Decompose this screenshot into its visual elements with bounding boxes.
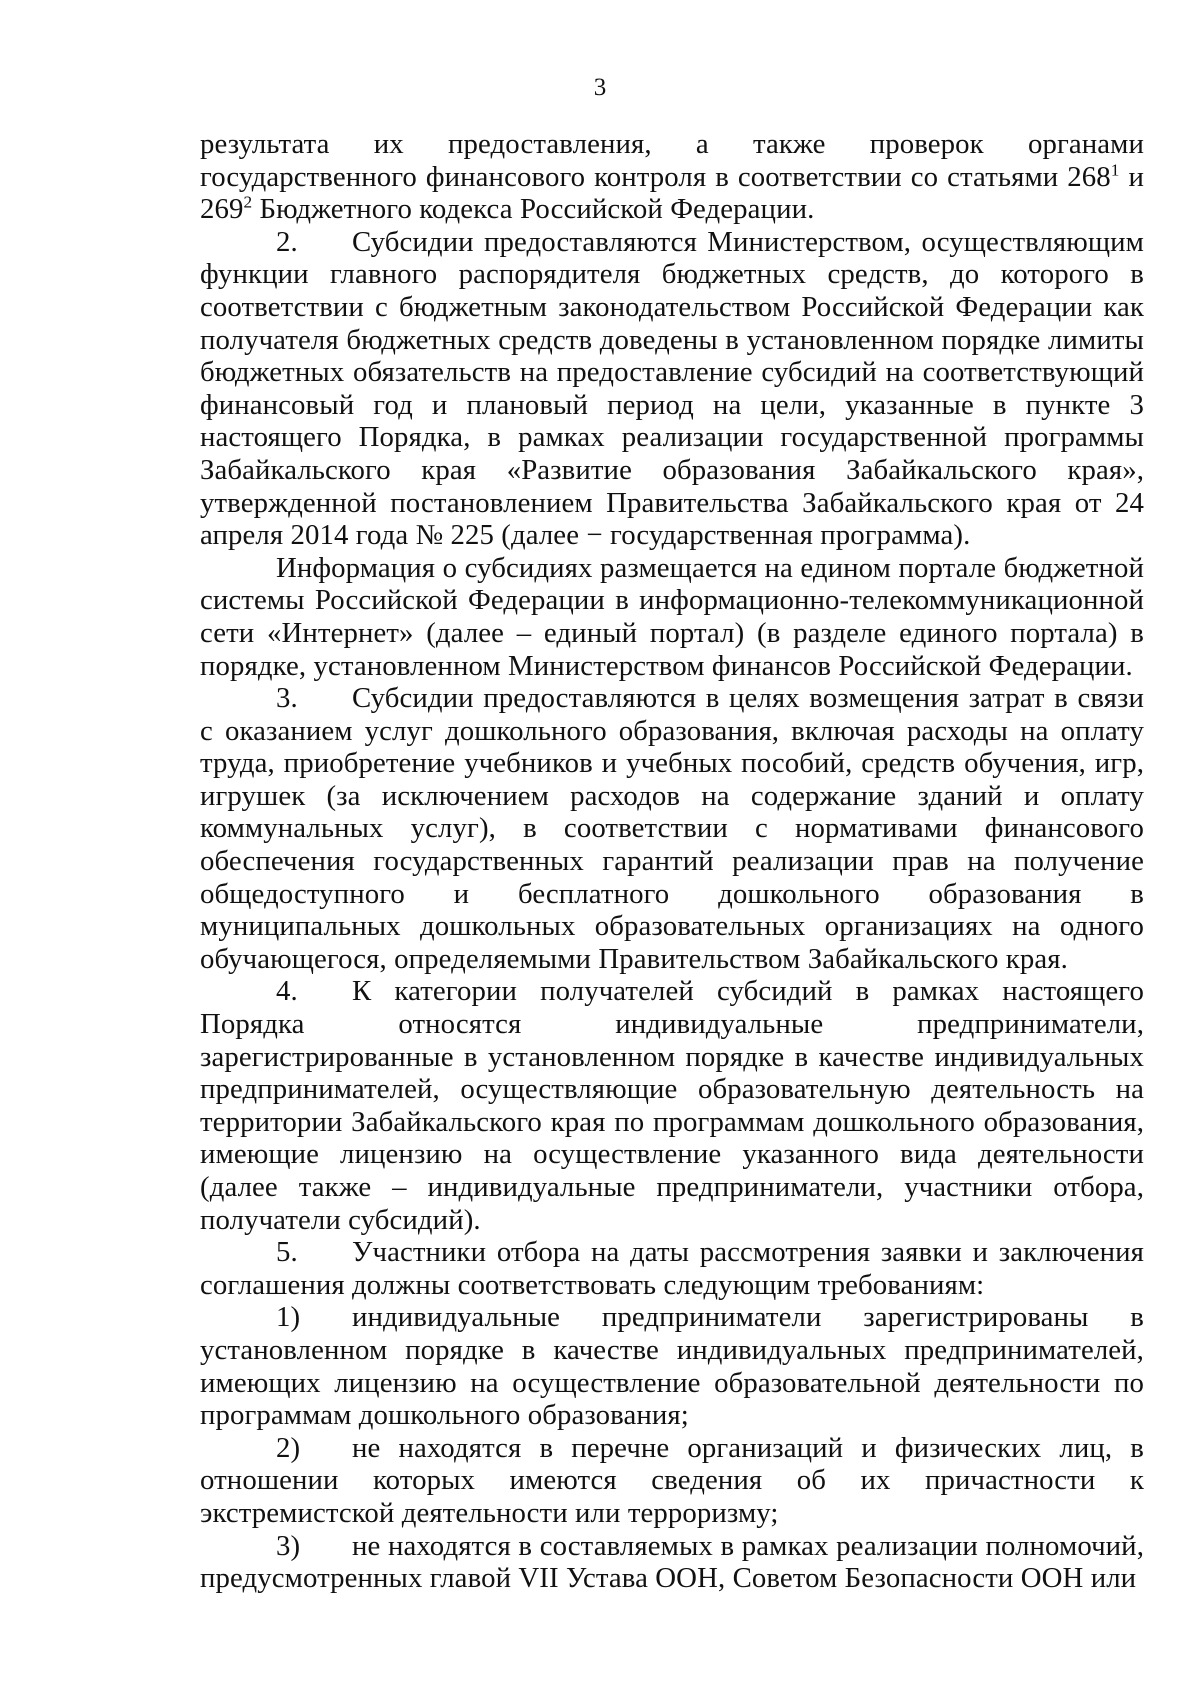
paragraph-text: Бюджетного кодекса Российской Федерации. (252, 193, 815, 226)
paragraph-text: Участники отбора на даты рассмотрения заявки и заключения соглашения должны соответствовать следующим требованиям: (200, 1236, 1144, 1301)
paragraph-4 (200, 975, 1144, 1236)
paragraph-number: 2. (276, 225, 298, 258)
document-body (200, 128, 1144, 1595)
list-item-text: не находятся в перечне организаций и физических лиц, в отношении которых имеются сведения об их причастности к экстремистской деятельности или терроризму; (200, 1431, 1144, 1529)
paragraph-text: Субсидии предоставляются Министерством, осуществляющим функции главного распорядителя бюджетных средств, до которого в соответствии с бюджетным законодательством Российской Федерации как получателя бюджетных средств доведены в установленном порядке лимиты бюджетных обязательств на предоставление субсидий на соответствующий финансовый год и плановый период на цели, указанные в пункте 3 настоящего Порядка, в рамках реализации государственной программы Забайкальского края «Развитие образования Забайкальского края», утвержденной постановлением Правительства Забайкальского края от 24 апреля 2014 года № 225 (далее − государственная программа). (200, 225, 1144, 552)
paragraph-text: Информация о субсидиях размещается на едином портале бюджетной системы Российской Федерации в информационно-телекоммуникационной сети «Интернет» (далее – единый портал) (в разделе единого портала) в порядке, установленном Министерством финансов Российской Федерации. (200, 551, 1144, 682)
paragraph-text: и 269 (200, 160, 1145, 226)
list-item-number: 2) (276, 1431, 301, 1464)
paragraph-5 (200, 1236, 1144, 1301)
page-number: 3 (593, 74, 607, 101)
paragraph-info (200, 552, 1144, 682)
superscript: 1 (1110, 160, 1120, 179)
paragraph-text: К категории получателей субсидий в рамках настоящего Порядка относятся индивидуальные предприниматели, зарегистрированные в установленном порядке в качестве индивидуальных предпринимателей, осуществляющие образовательную деятельность на территории Забайкальского края по программам дошкольного образования, имеющие лицензию на осуществление указанного вида деятельности (далее также – индивидуальные предприниматели, участники отбора, получатели субсидий). (200, 975, 1144, 1236)
paragraph-number: 4. (276, 975, 298, 1008)
paragraph-text: Субсидии предоставляются в целях возмещения затрат в связи с оказанием услуг дошкольного образования, включая расходы на оплату труда, приобретение учебников и учебных пособий, средств обучения, игр, игрушек (за исключением расходов на содержание зданий и оплату коммунальных услуг), в соответствии с нормативами финансового обеспечения государственных гарантий реализации прав на получение общедоступного и бесплатного дошкольного образования в муниципальных дошкольных образовательных организациях на одного обучающегося, определяемыми Правительством Забайкальского края. (200, 682, 1144, 975)
paragraph-text: результата их предоставления, а также проверок органами государственного финансового контроля в соответствии со статьями 268 (200, 128, 1144, 193)
paragraph-3 (200, 682, 1144, 975)
list-item-number: 3) (276, 1529, 301, 1562)
paragraph-2 (200, 226, 1144, 552)
superscript: 2 (243, 192, 253, 212)
list-item-text: не находятся в составляемых в рамках реализации полномочий, предусмотренных главой VII Устава ООН, Советом Безопасности ООН или (200, 1529, 1144, 1595)
list-item-1 (200, 1301, 1144, 1431)
paragraph-number: 5. (276, 1236, 298, 1269)
list-item-3 (200, 1530, 1144, 1595)
list-item-text: индивидуальные предприниматели зарегистрированы в установленном порядке в качестве индивидуальных предпринимателей, имеющих лицензию на осуществление образовательной деятельности по программам дошкольного образования; (200, 1301, 1144, 1432)
paragraph-continuation (200, 128, 1144, 226)
list-item-number: 1) (276, 1301, 301, 1334)
list-item-2 (200, 1432, 1144, 1530)
paragraph-number: 3. (276, 682, 298, 715)
